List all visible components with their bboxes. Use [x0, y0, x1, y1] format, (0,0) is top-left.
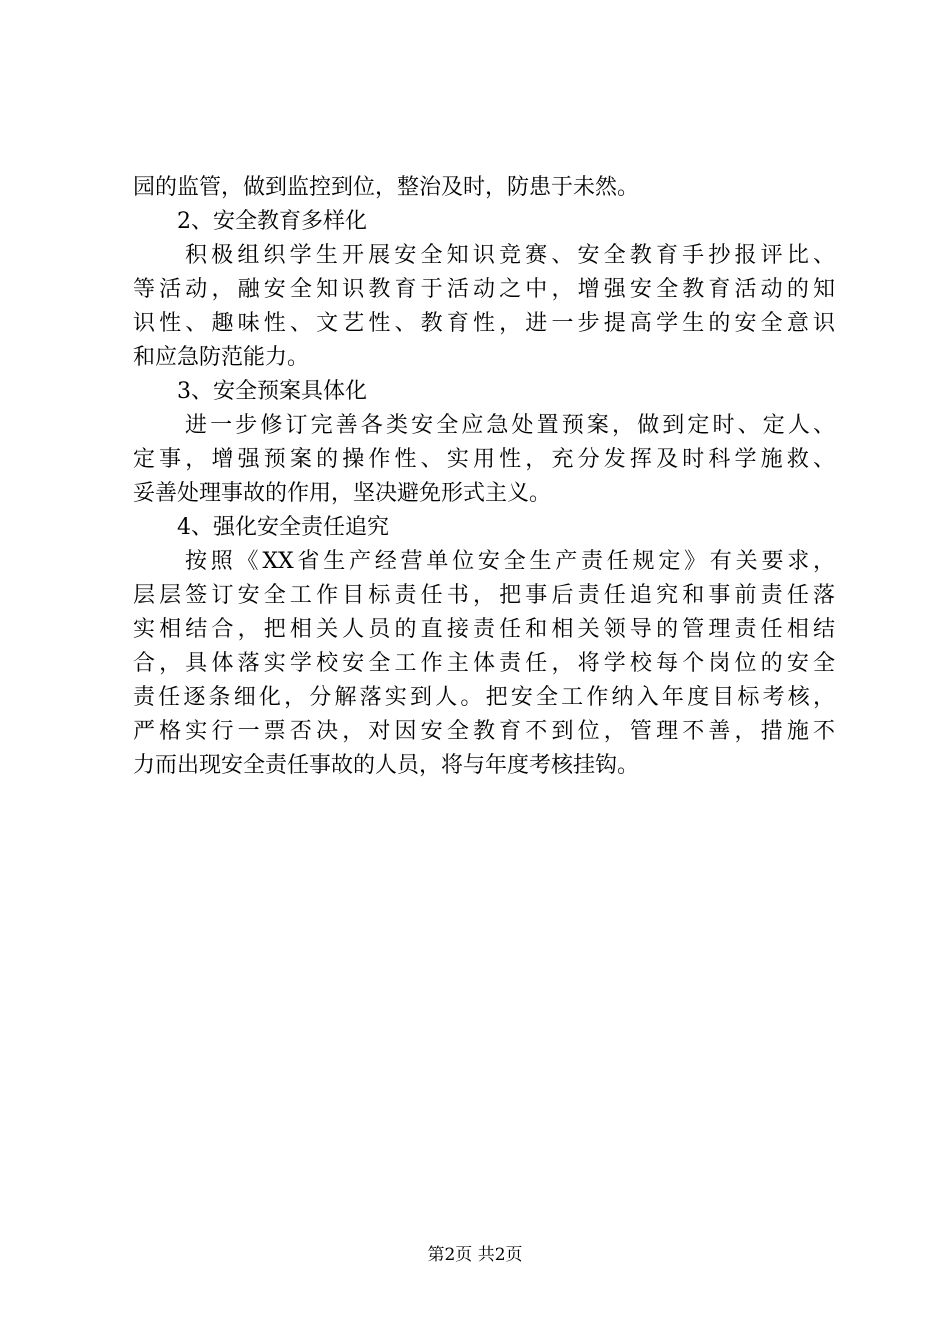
paragraph-line: 等活动，融安全知识教育于活动之中，增强安全教育活动的知 [133, 277, 835, 302]
paragraph-line: 妥善处理事故的作用，坚决避免形式主义。 [133, 481, 552, 506]
paragraph-line: 积极组织学生开展安全知识竞赛、安全教育手抄报评比、 [185, 243, 835, 268]
section-heading-4: 4、强化安全责任追究 [177, 515, 389, 540]
page-number: 第2页 共2页 [427, 1245, 523, 1265]
paragraph-line: 实相结合，把相关人员的直接责任和相关领导的管理责任相结 [133, 617, 835, 642]
paragraph-line: 层层签订安全工作目标责任书，把事后责任追究和事前责任落 [133, 583, 835, 608]
paragraph-line: 责任逐条细化，分解落实到人。把安全工作纳入年度目标考核， [133, 685, 835, 710]
document-body [133, 171, 835, 783]
paragraph-line: 定事，增强预案的操作性、实用性，充分发挥及时科学施救、 [133, 447, 835, 472]
paragraph-line: 严格实行一票否决，对因安全教育不到位，管理不善，措施不 [133, 719, 835, 744]
paragraph-line: 合，具体落实学校安全工作主体责任，将学校每个岗位的安全 [133, 651, 835, 676]
paragraph-line: 和应急防范能力。 [133, 345, 310, 370]
paragraph-line: 识性、趣味性、文艺性、教育性，进一步提高学生的安全意识 [133, 311, 835, 336]
section-heading-3: 3、安全预案具体化 [177, 379, 367, 404]
paragraph-line: 进一步修订完善各类安全应急处置预案，做到定时、定人、 [185, 413, 835, 438]
paragraph-line: 园的监管，做到监控到位，整治及时，防患于未然。 [133, 175, 640, 200]
section-heading-2: 2、安全教育多样化 [177, 209, 367, 234]
paragraph-line: 按照《XX省生产经营单位安全生产责任规定》有关要求， [185, 549, 835, 574]
page-footer [0, 1243, 950, 1267]
paragraph-line: 力而出现安全责任事故的人员，将与年度考核挂钩。 [133, 753, 640, 778]
